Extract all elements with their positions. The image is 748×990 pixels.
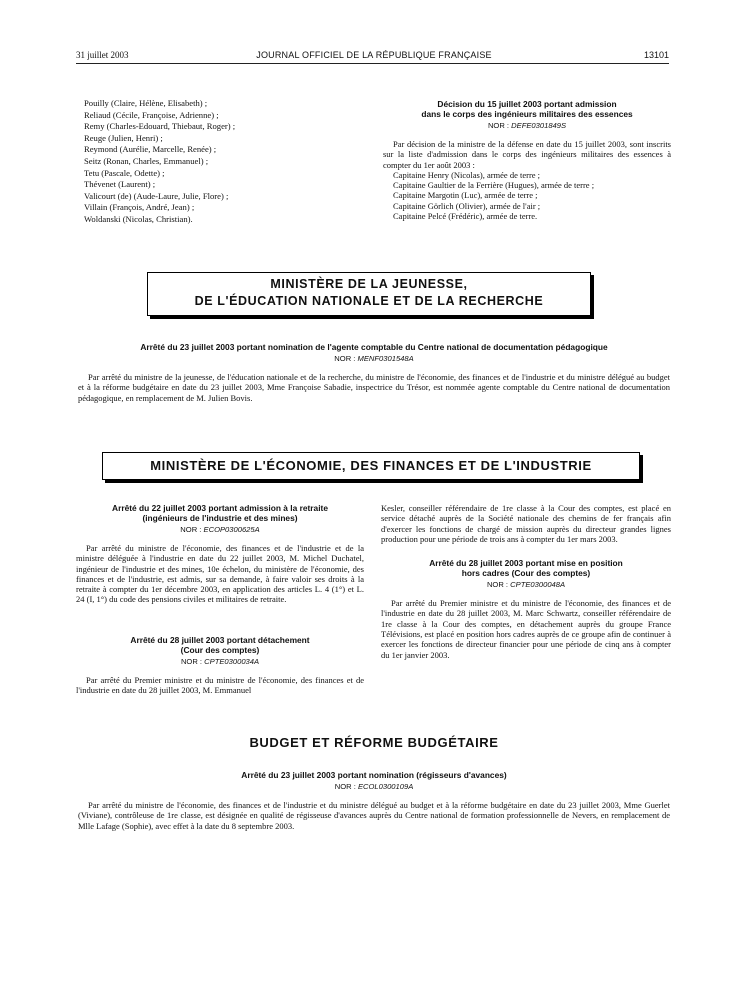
arrete-retraite-title: Arrêté du 22 juillet 2003 portant admission à la retraite (ingénieurs de l'industrie et des mines) xyxy=(112,503,328,523)
list-item: Reymond (Aurélie, Marcelle, Renée) ; xyxy=(84,144,217,155)
page-number: 13101 xyxy=(643,50,669,60)
arrete-budget-title: Arrêté du 23 juillet 2003 portant nomination (régisseurs d'avances) xyxy=(241,770,507,780)
arrete-detachement-continued: Kesler, conseiller référendaire de 1re classe à la Cour des comptes, est placé en service détaché auprès de la Société nationale des chemins de fer français afin d'exercer les fonctions de chargé de mission auprès du directeur grandes lignes production pour une période de trois ans à compter du 1er mars 2003. xyxy=(381,503,671,544)
list-item: Capitaine Margotin (Luc), armée de terre ; xyxy=(393,190,538,201)
arrete-cndp-nor: NOR : MENF0301548A xyxy=(334,354,414,363)
arrete-cndp-body: Par arrêté du ministre de la jeunesse, de l'éducation nationale et de la recherche, du ministre de l'économie, des finances et de l'industrie et du ministre délégué au budget et à la réforme budgétaire en date du 23 juillet 2003, Mme Françoise Sabadie, inspectrice du Trésor, est nommée agente comptable du Centre national de documentation pédagogique, en remplacement de M. Julien Bovis. xyxy=(78,372,670,403)
arrete-detachement-body: Par arrêté du Premier ministre et du ministre de l'économie, des finances et de l'industrie en date du 28 juillet 2003, M. Emmanuel xyxy=(76,675,364,696)
decision-title: Décision du 15 juillet 2003 portant admission dans le corps des ingénieurs militaires des essences xyxy=(421,99,633,119)
list-item: Reuge (Julien, Henri) ; xyxy=(84,132,163,143)
list-item: Thévenet (Laurent) ; xyxy=(84,179,156,190)
list-item: Villain (François, André, Jean) ; xyxy=(84,202,195,213)
list-item: Pouilly (Claire, Hélène, Elisabeth) ; xyxy=(84,98,208,108)
arrete-budget xyxy=(78,770,670,831)
list-item: Valicourt (de) (Aude-Laure, Julie, Flore) ; xyxy=(84,190,229,201)
decision-block xyxy=(383,99,671,221)
arrete-hors-cadres xyxy=(381,558,671,660)
ministry-economie-box: MINISTÈRE DE L'ÉCONOMIE, DES FINANCES ET DE L'INDUSTRIE xyxy=(102,452,640,480)
arrete-hors-cadres-nor: NOR : CPTE0300048A xyxy=(486,580,566,590)
list-item: Seitz (Ronan, Charles, Emmanuel) ; xyxy=(84,155,209,166)
arrete-retraite-nor: NOR : ECOP0300625A xyxy=(180,525,260,534)
list-item: Capitaine Pelcé (Frédéric), armée de terre. xyxy=(393,211,538,222)
list-item: Tetu (Pascale, Odette) ; xyxy=(84,167,165,178)
arrete-cndp-title: Arrêté du 23 juillet 2003 portant nomination de l'agente comptable du Centre national de documentation pédagogique xyxy=(140,342,608,352)
budget-heading: BUDGET ET RÉFORME BUDGÉTAIRE xyxy=(249,735,499,750)
header-rule xyxy=(76,63,669,64)
arrete-retraite-body: Par arrêté du ministre de l'économie, des finances et de l'industrie et de la ministre déléguée à l'industrie en date du 22 juillet 2003, M. Michel Duchatel, ingénieur de l'industrie et des mines, 10e échelon, du ministère de l'économie, des finances et de l'industrie, est admis, sur sa demande, à faire valoir ses droits à la retraite à compter du 1er décembre 2003, en application des articles L. 4 (1°) et L. 24 (I, 1°) du code des pensions civiles et militaires de retraite. xyxy=(76,543,364,605)
list-item: Woldanski (Nicolas, Christian). xyxy=(84,213,193,224)
arrete-budget-nor: NOR : ECOL0300109A xyxy=(334,782,414,791)
list-item: Capitaine Gaultier de la Ferrière (Hugues), armée de terre ; xyxy=(393,180,595,191)
arrete-hors-cadres-title: Arrêté du 28 juillet 2003 portant mise en position hors cadres (Cour des comptes) xyxy=(429,558,623,579)
arrete-cndp xyxy=(78,342,670,403)
arrete-budget-body: Par arrêté du ministre de l'économie, des finances et de l'industrie et du ministre délégué au budget et à la réforme budgétaire en date du 23 juillet 2003, Mme Guerlet (Viviane), contrôleuse de 1re classe, est désignée en qualité de régisseuse d'avances auprès du Centre national de formation professionnelle de Nevers, en remplacement de Mlle Lafage (Sophie), avec effet à la date du 8 septembre 2003. xyxy=(78,800,670,831)
arrete-detachement xyxy=(76,635,364,696)
list-item: Remy (Charles-Edouard, Thiebaut, Roger) ; xyxy=(84,121,236,132)
arrete-hors-cadres-body: Par arrêté du Premier ministre et du ministre de l'économie, des finances et de l'industrie en date du 28 juillet 2003, M. Marc Schwartz, conseiller référendaire de 1re classe à la Cour des comptes, en détachement auprès du groupe France Télévisions, est placé en position hors cadres auprès de ce groupe afin de continuer à exercer les fonctions de directeur financier pour une période de cinq ans à compter du 1er janvier 2003. xyxy=(381,598,671,660)
list-item: Capitaine Henry (Nicolas), armée de terre ; xyxy=(393,169,541,180)
name-list xyxy=(84,98,364,226)
arrete-detachement-title: Arrêté du 28 juillet 2003 portant détachement (Cour des comptes) xyxy=(130,635,310,655)
decision-body: Par décision de la ministre de la défense en date du 15 juillet 2003, sont inscrits sur la liste d'admission dans le corps des ingénieurs militaires des essences à compter du 1er août 2003 : Capitaine Henry (Nicolas), armée de terre ; Capitaine Gaultier de la Ferrière (Hugues), armée de terre ; Capitaine Margotin (Luc), armée de terre ; Capitaine Görlich (Olivier), armée de l'air ; Capitaine Pelcé (Frédéric), armée de terre. xyxy=(383,139,671,222)
arrete-retraite xyxy=(76,503,364,605)
ministry-jeunesse-box: MINISTÈRE DE LA JEUNESSE, DE L'ÉDUCATION NATIONALE ET DE LA RECHERCHE xyxy=(147,272,591,316)
right-column xyxy=(381,503,671,660)
journal-title: JOURNAL OFFICIEL DE LA RÉPUBLIQUE FRANÇAISE xyxy=(256,50,492,60)
list-item: Capitaine Görlich (Olivier), armée de l'air ; xyxy=(393,200,541,211)
arrete-detachement-nor: NOR : CPTE0300034A xyxy=(180,657,260,666)
decision-nor: NOR : DEFE0301849S xyxy=(487,121,567,130)
list-item: Reliaud (Cécile, Françoise, Adrienne) ; xyxy=(84,109,219,120)
header-date: 31 juillet 2003 xyxy=(76,50,129,60)
